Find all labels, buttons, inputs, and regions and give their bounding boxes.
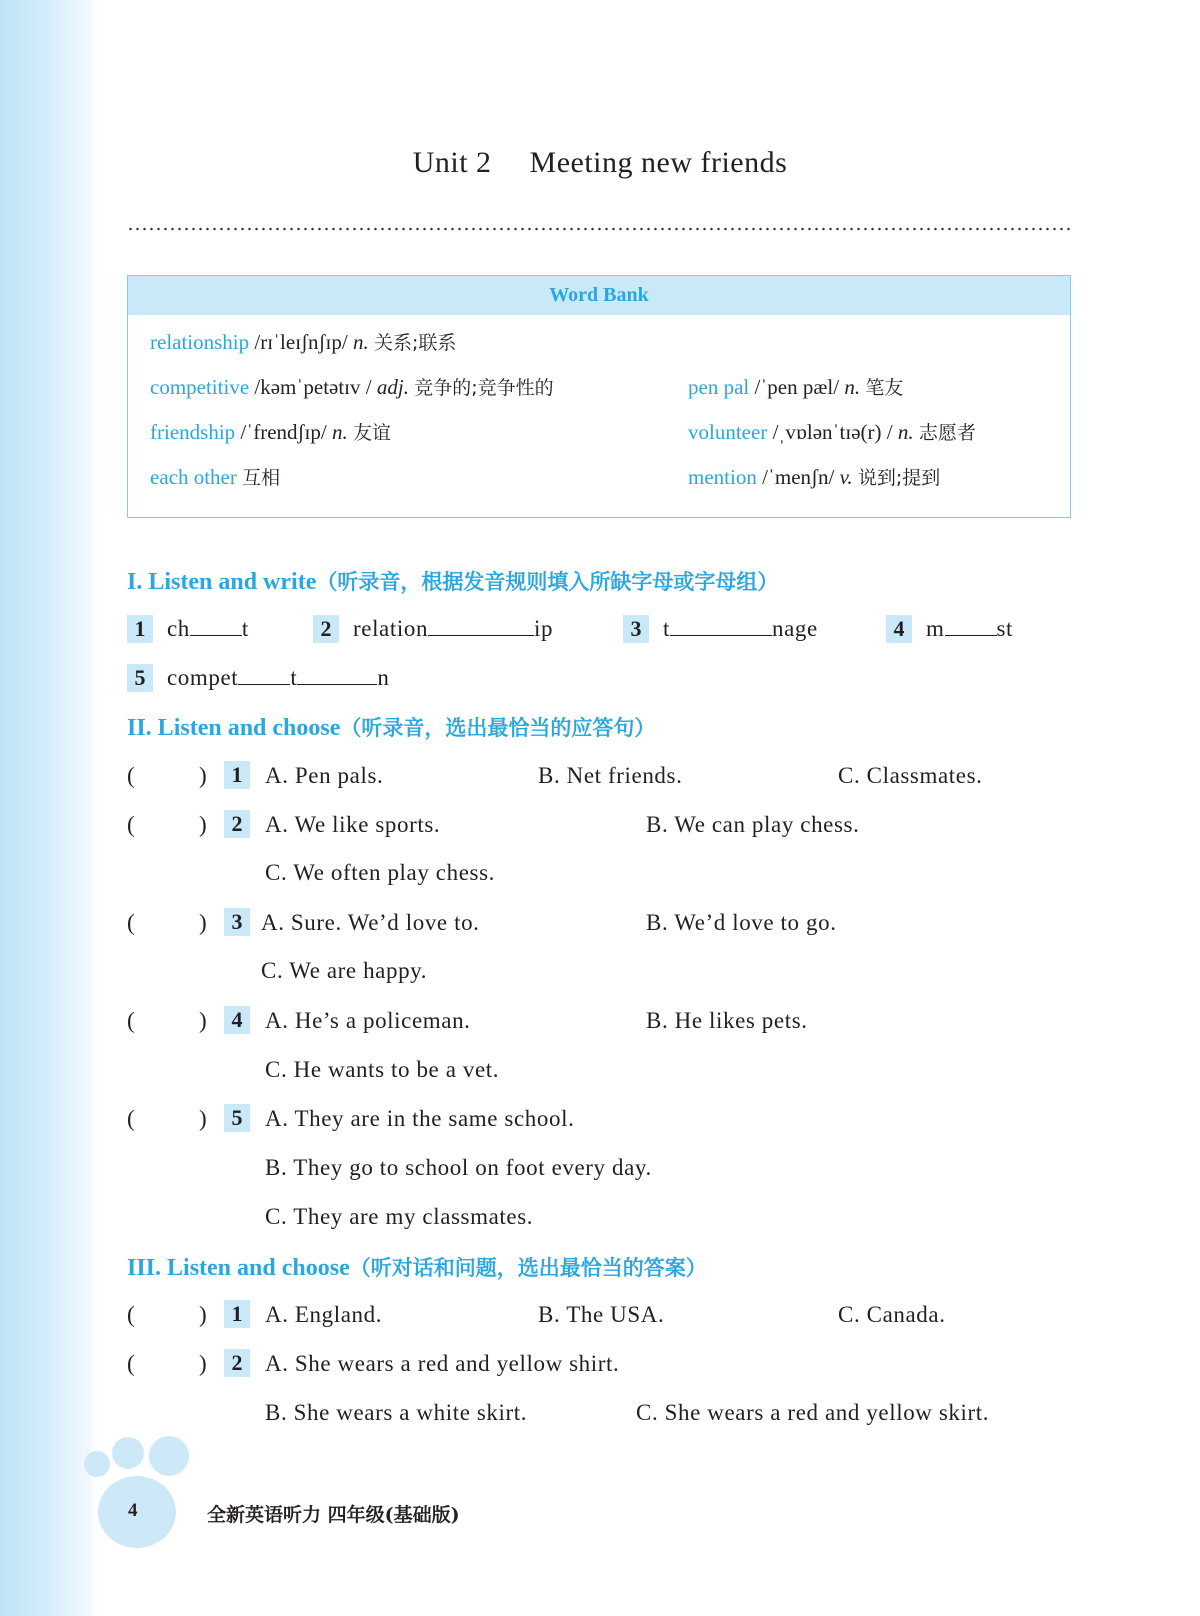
dotted-divider xyxy=(127,224,1073,234)
question-number: 2 xyxy=(224,810,250,838)
word-entry xyxy=(150,463,280,490)
word-entry xyxy=(688,463,940,490)
answer-bracket-open[interactable]: ( xyxy=(127,910,135,935)
question-number: 2 xyxy=(313,615,339,643)
question-number: 2 xyxy=(224,1349,250,1377)
option-b: B. They go to school on foot every day. xyxy=(265,1155,652,1180)
phonetic: /ˈmenʃn/ xyxy=(762,465,835,489)
answer-bracket-open[interactable]: ( xyxy=(127,1351,135,1376)
word-entry xyxy=(150,373,554,400)
fill-item-1: 1 ch t xyxy=(127,615,249,643)
option-c: C. We often play chess. xyxy=(265,860,495,885)
answer-blank[interactable] xyxy=(297,666,377,685)
word: each other xyxy=(150,465,237,489)
page-number: 4 xyxy=(128,1500,138,1521)
part-of-speech: n. xyxy=(352,330,369,354)
option-b: B. She wears a white skirt. xyxy=(265,1400,528,1425)
phonetic: /ˈpen pæl/ xyxy=(754,375,840,399)
option-c: C. Canada. xyxy=(838,1302,946,1327)
answer-bracket-close[interactable]: ) xyxy=(199,763,207,788)
word: volunteer xyxy=(688,420,768,444)
answer-bracket-close[interactable]: ) xyxy=(199,910,207,935)
question-number: 1 xyxy=(224,1300,250,1328)
translation: 互相 xyxy=(242,467,281,489)
word-bank xyxy=(127,275,1071,518)
word: friendship xyxy=(150,420,236,444)
translation: 竞争的;竞争性的 xyxy=(414,377,554,399)
word-entry xyxy=(688,418,976,445)
answer-blank[interactable] xyxy=(670,617,772,636)
option-a: A. England. xyxy=(265,1302,383,1327)
option-a: A. Sure. We’d love to. xyxy=(261,910,480,935)
option-a: A. They are in the same school. xyxy=(265,1106,575,1131)
translation: 友谊 xyxy=(352,422,391,444)
option-a: A. She wears a red and yellow shirt. xyxy=(265,1351,620,1376)
answer-bracket-close[interactable]: ) xyxy=(199,1351,207,1376)
word-bank-header: Word Bank xyxy=(128,276,1070,315)
option-c: C. We are happy. xyxy=(261,958,428,983)
part-of-speech: n. xyxy=(844,375,861,399)
option-c: C. They are my classmates. xyxy=(265,1204,534,1229)
option-c: C. She wears a red and yellow skirt. xyxy=(636,1400,990,1425)
question-number: 1 xyxy=(224,761,250,789)
question-number: 3 xyxy=(224,908,250,936)
fill-item-4: 4 m st xyxy=(886,615,1013,643)
word-entry xyxy=(150,328,456,355)
fill-item-2: 2 relation ip xyxy=(313,615,553,643)
word-entry xyxy=(150,418,391,445)
part-of-speech: v. xyxy=(839,465,853,489)
answer-bracket-open[interactable]: ( xyxy=(127,763,135,788)
option-a: A. He’s a policeman. xyxy=(265,1008,471,1033)
phonetic: /ˈfrendʃɪp/ xyxy=(240,420,327,444)
question-number: 4 xyxy=(886,615,912,643)
answer-bracket-open[interactable]: ( xyxy=(127,812,135,837)
section-1-title: I. Listen and write（听录音，根据发音规则填入所缺字母或字母组） xyxy=(127,569,779,595)
phonetic: /kəmˈpetətɪv / xyxy=(254,375,372,399)
phonetic: /rɪˈleɪʃnʃɪp/ xyxy=(254,330,348,354)
option-b: B. We’d love to go. xyxy=(646,910,837,935)
option-b: B. Net friends. xyxy=(538,763,683,788)
option-c: C. Classmates. xyxy=(838,763,983,788)
unit-name: Meeting new friends xyxy=(529,146,788,179)
section-3-title: III. Listen and choose（听对话和问题，选出最恰当的答案） xyxy=(127,1255,707,1281)
word: competitive xyxy=(150,375,250,399)
question-number: 5 xyxy=(224,1104,250,1132)
option-b: B. The USA. xyxy=(538,1302,665,1327)
paw-toe-2 xyxy=(112,1437,144,1469)
word: relationship xyxy=(150,330,250,354)
option-c: C. He wants to be a vet. xyxy=(265,1057,500,1082)
left-decorative-band xyxy=(0,0,92,1616)
phonetic: /ˌvɒlənˈtɪə(r) / xyxy=(772,420,893,444)
question-number: 5 xyxy=(127,664,153,692)
word: mention xyxy=(688,465,757,489)
answer-blank[interactable] xyxy=(945,617,997,636)
answer-blank[interactable] xyxy=(238,666,290,685)
answer-bracket-open[interactable]: ( xyxy=(127,1302,135,1327)
translation: 志愿者 xyxy=(918,422,976,444)
word: pen pal xyxy=(688,375,750,399)
translation: 说到;提到 xyxy=(857,467,941,489)
answer-blank[interactable] xyxy=(428,617,534,636)
question-number: 3 xyxy=(623,615,649,643)
section-2-title: II. Listen and choose（听录音，选出最恰当的应答句） xyxy=(127,715,656,741)
part-of-speech: n. xyxy=(897,420,914,444)
answer-bracket-close[interactable]: ) xyxy=(199,1302,207,1327)
translation: 笔友 xyxy=(865,377,904,399)
part-of-speech: n. xyxy=(331,420,348,444)
part-of-speech: adj. xyxy=(376,375,409,399)
paw-toe-3 xyxy=(149,1436,189,1476)
answer-bracket-close[interactable]: ) xyxy=(199,1008,207,1033)
fill-item-5: 5 compet t n xyxy=(127,664,389,692)
word-entry xyxy=(688,373,903,400)
fill-item-3: 3 t nage xyxy=(623,615,818,643)
answer-bracket-close[interactable]: ) xyxy=(199,812,207,837)
unit-label: Unit 2 xyxy=(412,146,492,179)
book-title: 全新英语听力 四年级(基础版) xyxy=(207,1504,460,1526)
paw-toe-1 xyxy=(84,1451,110,1477)
question-number: 1 xyxy=(127,615,153,643)
translation: 关系;联系 xyxy=(373,332,457,354)
option-a: A. We like sports. xyxy=(265,812,441,837)
option-b: B. We can play chess. xyxy=(646,812,860,837)
answer-blank[interactable] xyxy=(190,617,242,636)
question-number: 4 xyxy=(224,1006,250,1034)
option-a: A. Pen pals. xyxy=(265,763,384,788)
answer-bracket-open[interactable]: ( xyxy=(127,1106,135,1131)
page-title xyxy=(0,146,1200,180)
option-b: B. He likes pets. xyxy=(646,1008,808,1033)
answer-bracket-open[interactable]: ( xyxy=(127,1008,135,1033)
answer-bracket-close[interactable]: ) xyxy=(199,1106,207,1131)
